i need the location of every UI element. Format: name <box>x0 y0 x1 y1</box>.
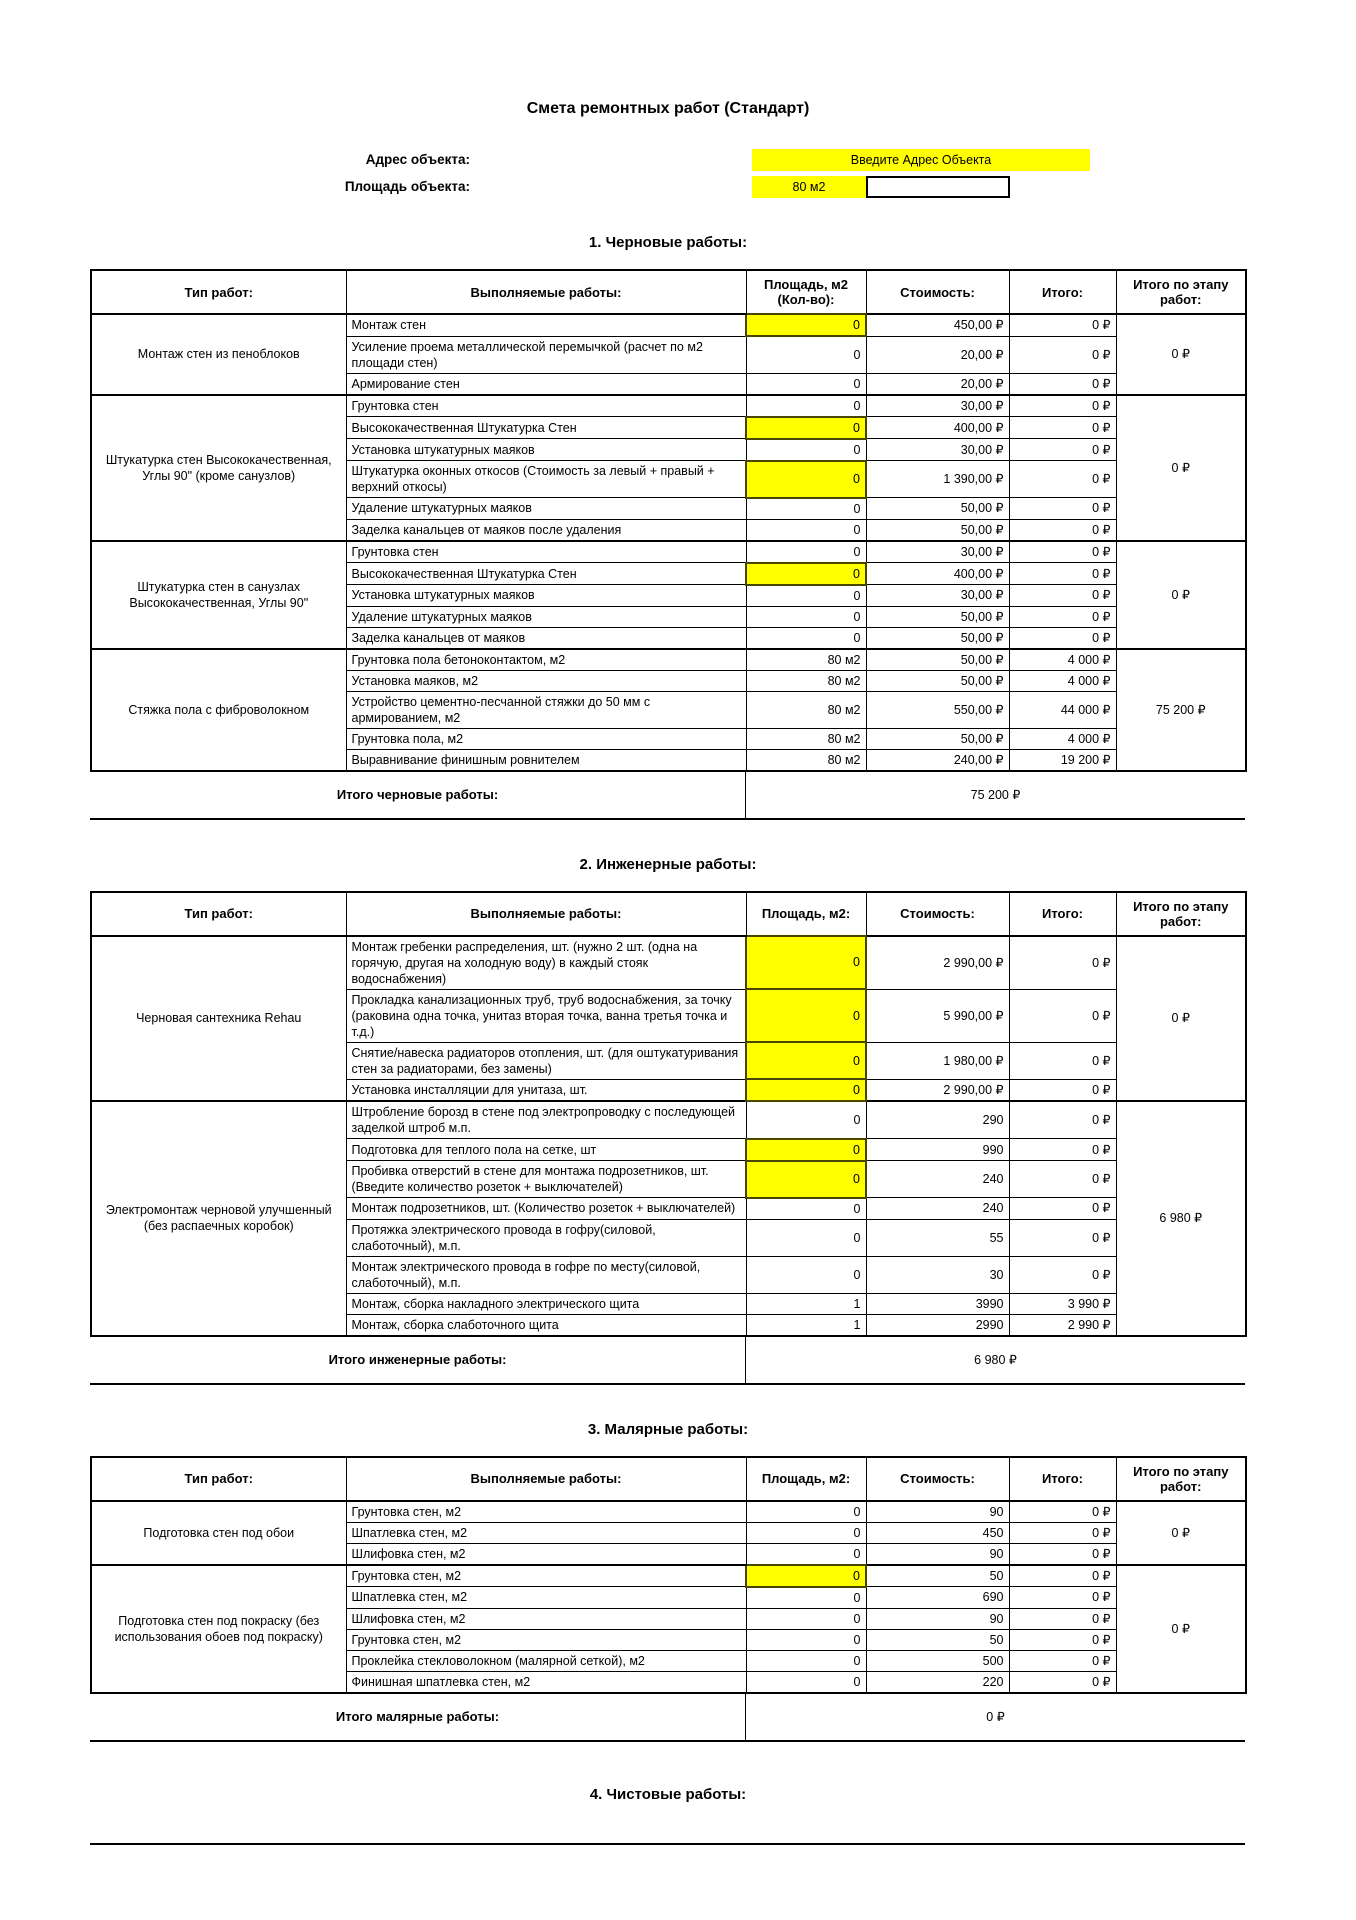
cost-cell: 30,00 ₽ <box>866 395 1009 417</box>
header-row <box>91 270 1246 314</box>
qty-input-cell[interactable]: 0 <box>746 336 866 373</box>
work-name-cell: Монтаж подрозетников, шт. (Количество розеток + выключателей) <box>346 1198 746 1220</box>
work-name-cell: Установка инсталляции для унитаза, шт. <box>346 1079 746 1101</box>
stage-total-cell: 0 ₽ <box>1116 1501 1246 1565</box>
row-total-cell: 0 ₽ <box>1009 498 1116 520</box>
section-total-row <box>90 772 1245 820</box>
area-extra-input[interactable] <box>866 176 1010 198</box>
work-name-cell: Шпатлевка стен, м2 <box>346 1522 746 1543</box>
work-name-cell: Высококачественная Штукатурка Стен <box>346 417 746 439</box>
column-header: Площадь, м2: <box>746 892 866 936</box>
cost-cell: 500 <box>866 1650 1009 1671</box>
column-header: Стоимость: <box>866 270 1009 314</box>
header-row <box>91 892 1246 936</box>
qty-input-cell[interactable]: 0 <box>746 585 866 607</box>
work-name-cell: Грунтовка стен, м2 <box>346 1565 746 1587</box>
row-total-cell: 0 ₽ <box>1009 1161 1116 1198</box>
row-total-cell: 44 000 ₽ <box>1009 691 1116 728</box>
work-type-cell: Стяжка пола с фиброволокном <box>91 649 346 771</box>
table-row <box>91 1101 1246 1139</box>
row-total-cell: 0 ₽ <box>1009 1629 1116 1650</box>
row-total-cell: 0 ₽ <box>1009 1198 1116 1220</box>
cost-cell: 690 <box>866 1587 1009 1609</box>
work-name-cell: Шпатлевка стен, м2 <box>346 1587 746 1609</box>
qty-input-cell[interactable]: 0 <box>746 1101 866 1139</box>
work-name-cell: Монтаж стен <box>346 314 746 336</box>
stage-total-cell: 6 980 ₽ <box>1116 1101 1246 1336</box>
qty-input-cell[interactable]: 0 <box>746 1161 866 1198</box>
document-content <box>90 0 1246 1845</box>
section-total-row <box>90 1337 1245 1385</box>
row-total-cell: 0 ₽ <box>1009 1139 1116 1161</box>
qty-input-cell[interactable]: 0 <box>746 606 866 627</box>
row-total-cell: 0 ₽ <box>1009 417 1116 439</box>
qty-input-cell[interactable]: 0 <box>746 439 866 461</box>
qty-input-cell[interactable]: 80 м2 <box>746 649 866 671</box>
cost-cell: 2 990,00 ₽ <box>866 1079 1009 1101</box>
cost-cell: 290 <box>866 1101 1009 1139</box>
qty-input-cell[interactable]: 0 <box>746 989 866 1042</box>
cost-cell: 5 990,00 ₽ <box>866 989 1009 1042</box>
table-row <box>91 1501 1246 1523</box>
work-name-cell: Грунтовка пола бетоноконтактом, м2 <box>346 649 746 671</box>
column-header: Тип работ: <box>91 892 346 936</box>
work-type-cell: Подготовка стен под обои <box>91 1501 346 1565</box>
row-total-cell: 0 ₽ <box>1009 563 1116 585</box>
cost-cell: 50,00 ₽ <box>866 519 1009 541</box>
work-name-cell: Снятие/навеска радиаторов отопления, шт. (для оштукатуривания стен за радиаторами, без замены) <box>346 1042 746 1079</box>
qty-input-cell[interactable]: 0 <box>746 519 866 541</box>
section-title: 1. Черновые работы: <box>588 234 748 251</box>
work-name-cell: Пробивка отверстий в стене для монтажа подрозетников, шт. (Введите количество розеток + выключателей) <box>346 1161 746 1198</box>
cost-cell: 55 <box>866 1219 1009 1256</box>
qty-input-cell[interactable]: 0 <box>746 1671 866 1693</box>
row-total-cell: 4 000 ₽ <box>1009 649 1116 671</box>
row-total-cell: 3 990 ₽ <box>1009 1293 1116 1314</box>
works-table <box>90 269 1247 772</box>
row-total-cell: 0 ₽ <box>1009 1219 1116 1256</box>
section-total-label: Итого малярные работы: <box>90 1694 746 1740</box>
row-total-cell: 2 990 ₽ <box>1009 1314 1116 1336</box>
cost-cell: 220 <box>866 1671 1009 1693</box>
qty-input-cell[interactable]: 0 <box>746 498 866 520</box>
row-total-cell: 0 ₽ <box>1009 395 1116 417</box>
work-name-cell: Удаление штукатурных маяков <box>346 498 746 520</box>
table-row <box>91 395 1246 417</box>
qty-input-cell[interactable]: 0 <box>746 1501 866 1523</box>
cost-cell: 20,00 ₽ <box>866 373 1009 395</box>
qty-input-cell[interactable]: 0 <box>746 1522 866 1543</box>
next-table-top-rule <box>90 1843 1245 1845</box>
cost-cell: 50,00 ₽ <box>866 627 1009 649</box>
section-total-label: Итого инженерные работы: <box>90 1337 746 1383</box>
cost-cell: 400,00 ₽ <box>866 563 1009 585</box>
cost-cell: 90 <box>866 1608 1009 1629</box>
cost-cell: 450,00 ₽ <box>866 314 1009 336</box>
work-name-cell: Грунтовка пола, м2 <box>346 728 746 749</box>
work-name-cell: Заделка канальцев от маяков <box>346 627 746 649</box>
section-total-label: Итого черновые работы: <box>90 772 746 818</box>
cost-cell: 50,00 ₽ <box>866 649 1009 671</box>
works-section <box>90 1421 1246 1742</box>
stage-total-cell: 0 ₽ <box>1116 395 1246 541</box>
table-row <box>91 936 1246 990</box>
work-name-cell: Шлифовка стен, м2 <box>346 1543 746 1565</box>
table-row <box>91 1565 1246 1587</box>
qty-input-cell[interactable]: 0 <box>746 563 866 585</box>
row-total-cell: 0 ₽ <box>1009 519 1116 541</box>
qty-input-cell[interactable]: 80 м2 <box>746 670 866 691</box>
cost-cell: 50 <box>866 1629 1009 1650</box>
cost-cell: 550,00 ₽ <box>866 691 1009 728</box>
address-label: Адрес объекта: <box>365 152 470 167</box>
row-total-cell: 0 ₽ <box>1009 314 1116 336</box>
row-total-cell: 0 ₽ <box>1009 336 1116 373</box>
area-input[interactable]: 80 м2 <box>752 176 866 198</box>
row-total-cell: 0 ₽ <box>1009 1671 1116 1693</box>
qty-input-cell[interactable]: 0 <box>746 627 866 649</box>
column-header: Стоимость: <box>866 1457 1009 1501</box>
row-total-cell: 0 ₽ <box>1009 585 1116 607</box>
work-type-cell: Штукатурка стен в санузлах Высококачественная, Углы 90" <box>91 541 346 649</box>
works-table <box>90 1456 1247 1694</box>
work-name-cell: Протяжка электрического провода в гофру(силовой, слаботочный), м.п. <box>346 1219 746 1256</box>
stage-total-cell: 0 ₽ <box>1116 541 1246 649</box>
qty-input-cell[interactable]: 0 <box>746 1587 866 1609</box>
qty-input-cell[interactable]: 0 <box>746 1629 866 1650</box>
work-name-cell: Удаление штукатурных маяков <box>346 606 746 627</box>
qty-input-cell[interactable]: 80 м2 <box>746 728 866 749</box>
works-section <box>90 856 1246 1385</box>
qty-input-cell[interactable]: 0 <box>746 1198 866 1220</box>
works-section <box>90 234 1246 820</box>
cost-cell: 240,00 ₽ <box>866 749 1009 771</box>
cost-cell: 2990 <box>866 1314 1009 1336</box>
cost-cell: 30,00 ₽ <box>866 585 1009 607</box>
qty-input-cell[interactable]: 0 <box>746 461 866 498</box>
cost-cell: 50,00 ₽ <box>866 606 1009 627</box>
cost-cell: 50,00 ₽ <box>866 670 1009 691</box>
cost-cell: 30 <box>866 1256 1009 1293</box>
work-type-cell: Монтаж стен из пеноблоков <box>91 314 346 395</box>
work-name-cell: Штробление борозд в стене под электропроводку с последующей заделкой штроб м.п. <box>346 1101 746 1139</box>
column-header: Итого: <box>1009 892 1116 936</box>
row-total-cell: 0 ₽ <box>1009 1650 1116 1671</box>
column-header: Площадь, м2: <box>746 1457 866 1501</box>
cost-cell: 3990 <box>866 1293 1009 1314</box>
qty-input-cell[interactable]: 0 <box>746 1608 866 1629</box>
work-name-cell: Монтаж электрического провода в гофре по месту(силовой, слаботочный), м.п. <box>346 1256 746 1293</box>
work-name-cell: Проклейка стекловолокном (малярной сеткой), м2 <box>346 1650 746 1671</box>
work-name-cell: Установка маяков, м2 <box>346 670 746 691</box>
cost-cell: 20,00 ₽ <box>866 336 1009 373</box>
row-total-cell: 0 ₽ <box>1009 541 1116 563</box>
column-header: Итого по этапу работ: <box>1116 270 1246 314</box>
address-input[interactable]: Введите Адрес Объекта <box>752 149 1090 171</box>
work-name-cell: Монтаж, сборка накладного электрического щита <box>346 1293 746 1314</box>
qty-input-cell[interactable]: 0 <box>746 417 866 439</box>
row-total-cell: 0 ₽ <box>1009 627 1116 649</box>
cost-cell: 90 <box>866 1501 1009 1523</box>
section-title: 2. Инженерные работы: <box>579 855 757 873</box>
table-row <box>91 314 1246 336</box>
work-name-cell: Грунтовка стен <box>346 541 746 563</box>
row-total-cell: 4 000 ₽ <box>1009 728 1116 749</box>
document-title: Смета ремонтных работ (Стандарт) <box>526 100 810 117</box>
cost-cell: 30,00 ₽ <box>866 541 1009 563</box>
section-total-value: 0 ₽ <box>986 1710 1005 1724</box>
cost-cell: 2 990,00 ₽ <box>866 936 1009 990</box>
address-row <box>90 148 1246 171</box>
section-total-value: 6 980 ₽ <box>974 1353 1017 1367</box>
work-type-cell: Подготовка стен под покраску (без использования обоев под покраску) <box>91 1565 346 1693</box>
row-total-cell: 4 000 ₽ <box>1009 670 1116 691</box>
column-header: Выполняемые работы: <box>346 1457 746 1501</box>
row-total-cell: 0 ₽ <box>1009 1522 1116 1543</box>
cost-cell: 240 <box>866 1198 1009 1220</box>
cost-cell: 400,00 ₽ <box>866 417 1009 439</box>
work-name-cell: Подготовка для теплого пола на сетке, шт <box>346 1139 746 1161</box>
cost-cell: 30,00 ₽ <box>866 439 1009 461</box>
work-name-cell: Установка штукатурных маяков <box>346 439 746 461</box>
table-row <box>91 541 1246 563</box>
work-type-cell: Штукатурка стен Высококачественная, Углы 90" (кроме санузлов) <box>91 395 346 541</box>
row-total-cell: 0 ₽ <box>1009 1543 1116 1565</box>
qty-input-cell[interactable]: 0 <box>746 373 866 395</box>
qty-input-cell[interactable]: 0 <box>746 395 866 417</box>
stage-total-cell: 0 ₽ <box>1116 936 1246 1102</box>
work-name-cell: Штукатурка оконных откосов (Стоимость за левый + правый + верхний откосы) <box>346 461 746 498</box>
row-total-cell: 0 ₽ <box>1009 1501 1116 1523</box>
column-header: Итого по этапу работ: <box>1116 892 1246 936</box>
area-label: Площадь объекта: <box>344 179 470 194</box>
column-header: Тип работ: <box>91 270 346 314</box>
cost-cell: 1 980,00 ₽ <box>866 1042 1009 1079</box>
row-total-cell: 0 ₽ <box>1009 373 1116 395</box>
row-total-cell: 0 ₽ <box>1009 1587 1116 1609</box>
column-header: Итого: <box>1009 270 1116 314</box>
work-name-cell: Установка штукатурных маяков <box>346 585 746 607</box>
qty-input-cell[interactable]: 0 <box>746 1219 866 1256</box>
header-row <box>91 1457 1246 1501</box>
stage-total-cell: 0 ₽ <box>1116 314 1246 395</box>
section-total-row <box>90 1694 1245 1742</box>
qty-input-cell[interactable]: 0 <box>746 1139 866 1161</box>
section-total-value: 75 200 ₽ <box>970 788 1021 802</box>
column-header: Выполняемые работы: <box>346 892 746 936</box>
work-name-cell: Шлифовка стен, м2 <box>346 1608 746 1629</box>
qty-input-cell[interactable]: 0 <box>746 1650 866 1671</box>
column-header: Итого по этапу работ: <box>1116 1457 1246 1501</box>
cost-cell: 990 <box>866 1139 1009 1161</box>
section-title-upcoming: 4. Чистовые работы: <box>589 1785 747 1803</box>
table-row <box>91 649 1246 671</box>
column-header: Тип работ: <box>91 1457 346 1501</box>
row-total-cell: 19 200 ₽ <box>1009 749 1116 771</box>
work-type-cell: Черновая сантехника Rehau <box>91 936 346 1102</box>
work-name-cell: Монтаж, сборка слаботочного щита <box>346 1314 746 1336</box>
row-total-cell: 0 ₽ <box>1009 1079 1116 1101</box>
row-total-cell: 0 ₽ <box>1009 1608 1116 1629</box>
qty-input-cell[interactable]: 80 м2 <box>746 691 866 728</box>
work-name-cell: Монтаж гребенки распределения, шт. (нужно 2 шт. (одна на горячую, другая на холодную воду) в каждый стояк водоснабжения) <box>346 936 746 990</box>
cost-cell: 50,00 ₽ <box>866 498 1009 520</box>
row-total-cell: 0 ₽ <box>1009 936 1116 990</box>
section-title: 3. Малярные работы: <box>587 1420 749 1438</box>
work-name-cell: Заделка канальцев от маяков после удаления <box>346 519 746 541</box>
work-name-cell: Грунтовка стен, м2 <box>346 1629 746 1650</box>
work-name-cell: Грунтовка стен, м2 <box>346 1501 746 1523</box>
work-name-cell: Грунтовка стен <box>346 395 746 417</box>
work-type-cell: Электромонтаж черновой улучшенный (без распаечных коробок) <box>91 1101 346 1336</box>
stage-total-cell: 75 200 ₽ <box>1116 649 1246 771</box>
qty-input-cell[interactable]: 80 м2 <box>746 749 866 771</box>
row-total-cell: 0 ₽ <box>1009 1042 1116 1079</box>
stage-total-cell: 0 ₽ <box>1116 1565 1246 1693</box>
work-name-cell: Прокладка канализационных труб, труб водоснабжения, за точку (раковина одна точка, унитаз вторая точка, ванна третья точка и т.д.) <box>346 989 746 1042</box>
column-header: Итого: <box>1009 1457 1116 1501</box>
row-total-cell: 0 ₽ <box>1009 1565 1116 1587</box>
row-total-cell: 0 ₽ <box>1009 439 1116 461</box>
qty-input-cell[interactable]: 0 <box>746 936 866 990</box>
qty-input-cell[interactable]: 0 <box>746 1079 866 1101</box>
cost-cell: 240 <box>866 1161 1009 1198</box>
work-name-cell: Усиление проема металлической перемычкой (расчет по м2 площади стен) <box>346 336 746 373</box>
column-header: Площадь, м2 (Кол-во): <box>746 270 866 314</box>
work-name-cell: Высококачественная Штукатурка Стен <box>346 563 746 585</box>
work-name-cell: Устройство цементно-песчанной стяжки до 50 мм с армированием, м2 <box>346 691 746 728</box>
work-name-cell: Финишная шпатлевка стен, м2 <box>346 1671 746 1693</box>
column-header: Выполняемые работы: <box>346 270 746 314</box>
qty-input-cell[interactable]: 0 <box>746 1042 866 1079</box>
row-total-cell: 0 ₽ <box>1009 1256 1116 1293</box>
cost-cell: 450 <box>866 1522 1009 1543</box>
qty-input-cell[interactable]: 0 <box>746 541 866 563</box>
qty-input-cell[interactable]: 0 <box>746 1256 866 1293</box>
row-total-cell: 0 ₽ <box>1009 989 1116 1042</box>
cost-cell: 50,00 ₽ <box>866 728 1009 749</box>
work-name-cell: Армирование стен <box>346 373 746 395</box>
cost-cell: 90 <box>866 1543 1009 1565</box>
qty-input-cell[interactable]: 1 <box>746 1293 866 1314</box>
work-name-cell: Выравнивание финишным ровнителем <box>346 749 746 771</box>
qty-input-cell[interactable]: 0 <box>746 1543 866 1565</box>
row-total-cell: 0 ₽ <box>1009 1101 1116 1139</box>
column-header: Стоимость: <box>866 892 1009 936</box>
qty-input-cell[interactable]: 0 <box>746 1565 866 1587</box>
qty-input-cell[interactable]: 1 <box>746 1314 866 1336</box>
works-table <box>90 891 1247 1337</box>
cost-cell: 50 <box>866 1565 1009 1587</box>
qty-input-cell[interactable]: 0 <box>746 314 866 336</box>
row-total-cell: 0 ₽ <box>1009 461 1116 498</box>
sections-container <box>90 234 1246 1742</box>
cost-cell: 1 390,00 ₽ <box>866 461 1009 498</box>
area-row <box>90 175 1246 198</box>
row-total-cell: 0 ₽ <box>1009 606 1116 627</box>
